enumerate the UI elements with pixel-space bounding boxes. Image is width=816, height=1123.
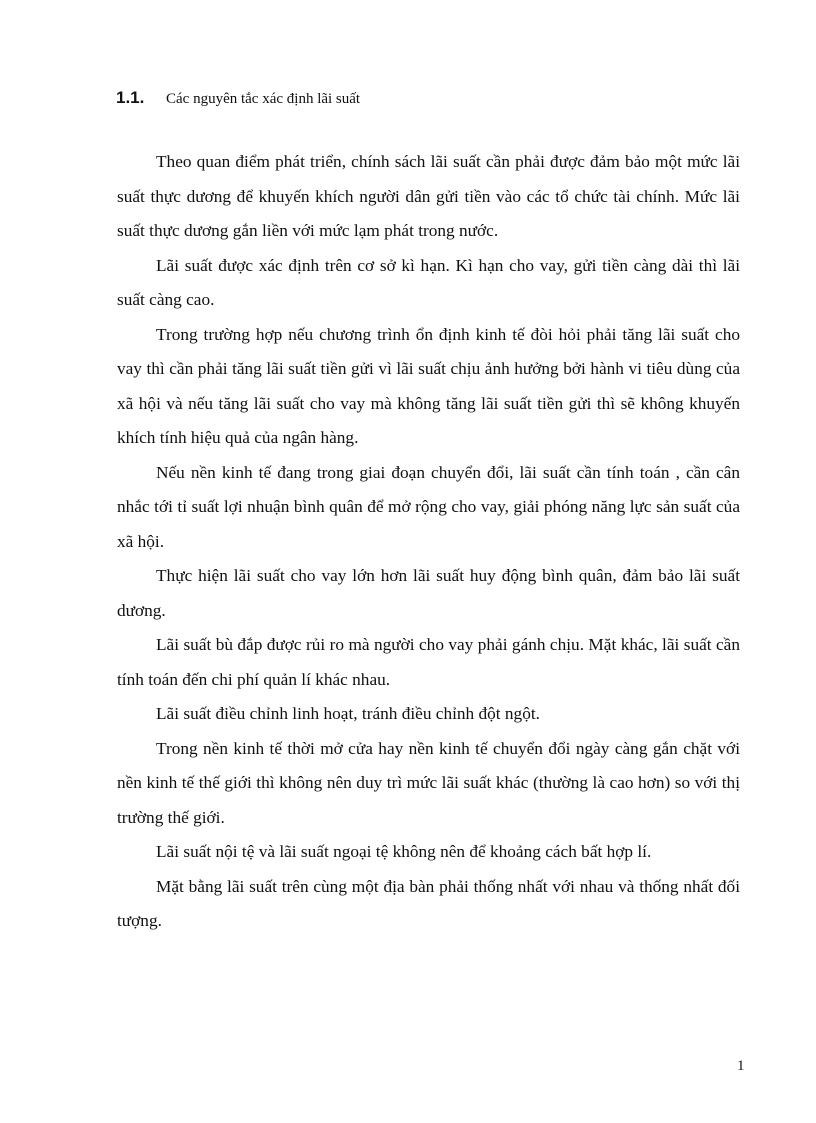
- body-text: [117, 145, 740, 939]
- section-number: 1.1.: [116, 88, 145, 107]
- paragraph-1: Theo quan điểm phát triển, chính sách lãi suất cần phải được đảm bảo một mức lãi suất thực dương để khuyến khích người dân gửi tiền vào các tổ chức tài chính. Mức lãi suất thực dương gắn liền với mức lạm phát trong nước.: [117, 152, 740, 240]
- paragraph-9: Lãi suất nội tệ và lãi suất ngoại tệ không nên để khoảng cách bất hợp lí.: [156, 842, 652, 861]
- paragraph-10: Mặt bằng lãi suất trên cùng một địa bàn phải thống nhất với nhau và thống nhất đối tượng.: [117, 876, 740, 930]
- paragraph-7: Lãi suất điều chỉnh linh hoạt, tránh điều chỉnh đột ngột.: [156, 704, 540, 723]
- paragraph-4: Nếu nền kinh tế đang trong giai đoạn chuyển đổi, lãi suất cần tính toán , cần cân nhắc tới tỉ suất lợi nhuận bình quân để mở rộng cho vay, giải phóng năng lực sản suất của xã hội.: [117, 462, 740, 551]
- section-title: Các nguyên tắc xác định lãi suất: [166, 91, 361, 107]
- paragraph-6: Lãi suất bù đắp được rủi ro mà người cho vay phải gánh chịu. Mặt khác, lãi suất cần tính toán đến chi phí quản lí khác nhau.: [117, 635, 740, 689]
- page-number: 1: [737, 1058, 745, 1074]
- paragraph-8: Trong nền kinh tế thời mở cửa hay nền kinh tế chuyển đổi ngày càng gắn chặt với nền kinh tế thế giới thì không nên duy trì mức lãi suất khác (thường là cao hơn) so với thị trường thế giới.: [117, 738, 740, 827]
- paragraph-2: Lãi suất được xác định trên cơ sở kì hạn. Kì hạn cho vay, gửi tiền càng dài thì lãi suất càng cao.: [117, 255, 740, 309]
- paragraph-5: Thực hiện lãi suất cho vay lớn hơn lãi suất huy động bình quân, đảm bảo lãi suất dương.: [117, 566, 740, 620]
- section-heading: [116, 88, 360, 108]
- paragraph-3: Trong trường hợp nếu chương trình ổn định kinh tế đòi hỏi phải tăng lãi suất cho vay thì cần phải tăng lãi suất tiền gửi vì lãi suất chịu ảnh hưởng bởi hành vi tiêu dùng của xã hội và nếu tăng lãi suất cho vay mà không tăng lãi suất tiền gửi thì sẽ không khuyến khích tính hiệu quả của ngân hàng.: [117, 324, 740, 447]
